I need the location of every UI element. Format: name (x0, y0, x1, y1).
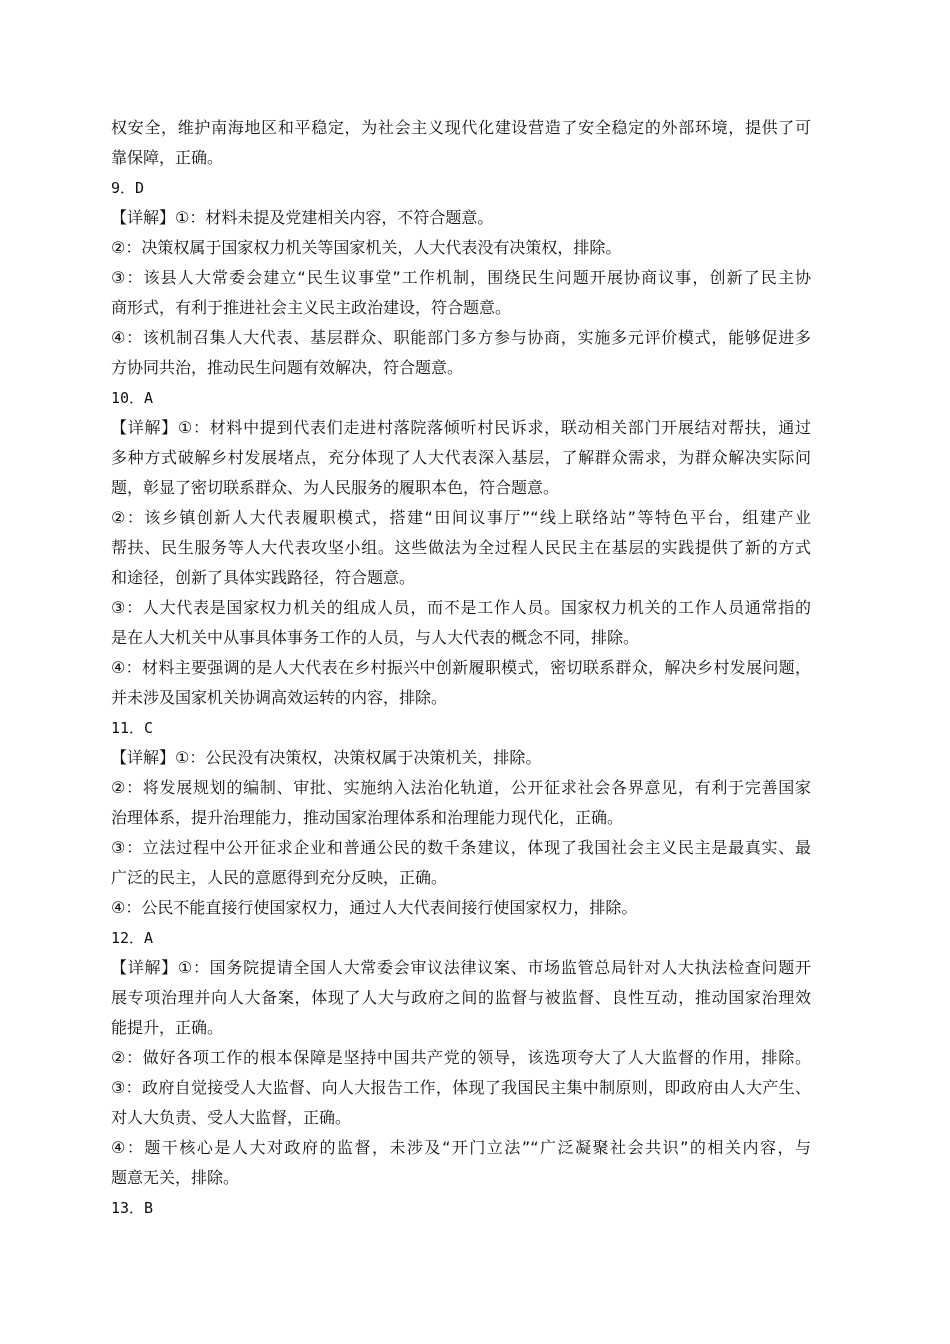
explanation-line: ③：人大代表是国家权力机关的组成人员，而不是工作人员。国家权力机关的工作人员通常指的 (111, 598, 811, 617)
explanation-line: 【详解】①：公民没有决策权，决策权属于决策机关，排除。 (111, 748, 542, 767)
explanation-line: 【详解】①：材料中提到代表们走进村落院落倾听村民诉求，联动相关部门开展结对帮扶，通过 (111, 418, 811, 437)
explanation-line: ②：做好各项工作的根本保障是坚持中国共产党的领导，该选项夸大了人大监督的作用，排除。 (111, 1048, 811, 1067)
explanation-line: ④：题干核心是人大对政府的监督，未涉及“开门立法”“广泛凝聚社会共识”的相关内容，与 (111, 1138, 811, 1157)
explanation-line: 【详解】①：材料未提及党建相关内容，不符合题意。 (111, 208, 494, 227)
explanation-line: 对人大负责、受人大监督，正确。 (111, 1108, 352, 1127)
explanation-line: ②：该乡镇创新人大代表履职模式，搭建“田间议事厅”“线上联络站”等特色平台，组建产业 (111, 508, 811, 527)
explanation-line: 治理体系，提升治理能力，推动国家治理体系和治理能力现代化，正确。 (111, 808, 624, 827)
explanation-line: ④：公民不能直接行使国家权力，通过人大代表间接行使国家权力，排除。 (111, 898, 638, 917)
question-number: 12．A (111, 929, 154, 947)
explanation-line: 题意无关，排除。 (111, 1168, 240, 1187)
explanation-line: 题，彰显了密切联系群众、为人民服务的履职本色，符合题意。 (111, 478, 560, 497)
explanation-line: 权安全，维护南海地区和平稳定，为社会主义现代化建设营造了安全稳定的外部环境，提供了可 (111, 118, 811, 137)
explanation-line: 商形式，有利于推进社会主义民主政治建设，符合题意。 (111, 298, 512, 317)
explanation-line: 帮扶、民生服务等人大代表攻坚小组。这些做法为全过程人民民主在基层的实践提供了新的方式 (111, 538, 811, 557)
explanation-line: ②：将发展规划的编制、审批、实施纳入法治化轨道，公开征求社会各界意见，有利于完善国家 (111, 778, 811, 797)
explanation-line: 靠保障，正确。 (111, 148, 224, 167)
explanation-line: 广泛的民主，人民的意愿得到充分反映，正确。 (111, 868, 448, 887)
explanation-line: 方协同共治，推动民生问题有效解决，符合题意。 (111, 358, 464, 377)
explanation-line: 是在人大机关中从事具体事务工作的人员，与人大代表的概念不同，排除。 (111, 628, 640, 647)
explanation-line: ③：该县人大常委会建立“民生议事堂”工作机制，围绕民生问题开展协商议事，创新了民主协 (111, 268, 811, 287)
question-number: 9．D (111, 179, 145, 197)
explanation-line: ③：政府自觉接受人大监督、向人大报告工作，体现了我国民主集中制原则，即政府由人大产生、 (111, 1078, 811, 1097)
question-number: 10．A (111, 389, 154, 407)
explanation-line: 并未涉及国家机关协调高效运转的内容，排除。 (111, 688, 448, 707)
explanation-line: 和途径，创新了具体实践路径，符合题意。 (111, 568, 416, 587)
explanation-line: 【详解】①：国务院提请全国人大常委会审议法律议案、市场监管总局针对人大执法检查问题开 (111, 958, 811, 977)
question-number: 13．B (111, 1199, 154, 1217)
explanation-line: 能提升，正确。 (111, 1018, 224, 1037)
explanation-line: ②：决策权属于国家权力机关等国家机关，人大代表没有决策权，排除。 (111, 238, 622, 257)
answer-explanation-page (111, 113, 811, 1223)
explanation-line: ④：材料主要强调的是人大代表在乡村振兴中创新履职模式，密切联系群众，解决乡村发展问题， (111, 658, 811, 677)
explanation-line: 多种方式破解乡村发展堵点，充分体现了人大代表深入基层，了解群众需求，为群众解决实际问 (111, 448, 811, 467)
explanation-line: 展专项治理并向人大备案，体现了人大与政府之间的监督与被监督、良性互动，推动国家治理效 (111, 988, 811, 1007)
explanation-line: ④：该机制召集人大代表、基层群众、职能部门多方参与协商，实施多元评价模式，能够促进多 (111, 328, 811, 347)
question-number: 11．C (111, 719, 154, 737)
explanation-line: ③：立法过程中公开征求企业和普通公民的数千条建议，体现了我国社会主义民主是最真实、最 (111, 838, 811, 857)
